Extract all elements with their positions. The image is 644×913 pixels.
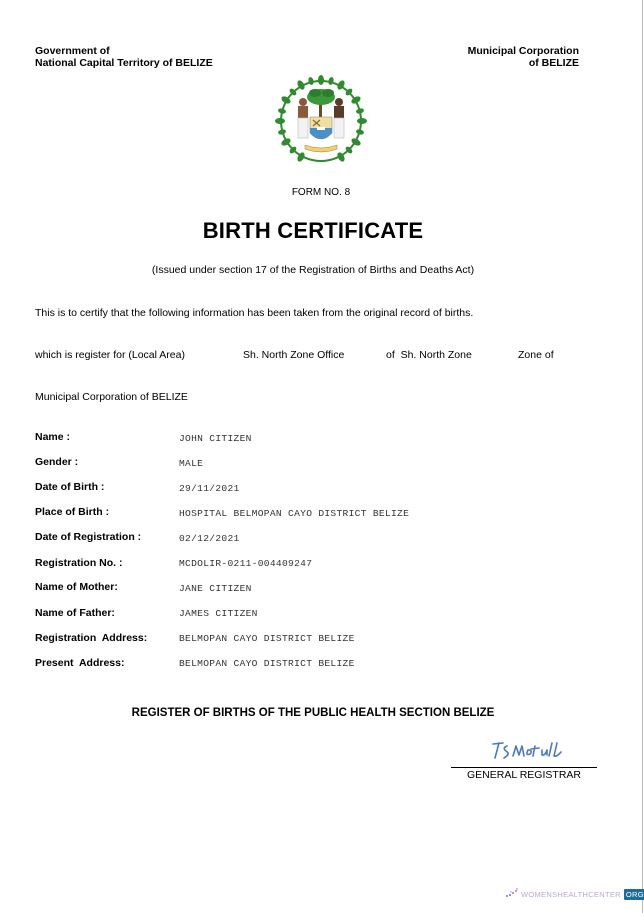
field-label-present-address: Present Address: — [35, 657, 125, 669]
header-left-line2: National Capital Territory of BELIZE — [35, 57, 213, 69]
header-left-line1: Government of — [35, 45, 110, 57]
field-label-date-of-birth: Date of Birth : — [35, 481, 105, 493]
certify-statement: This is to certify that the following information has been taken from the original record of births. — [35, 307, 474, 319]
general-registrar-label: GENERAL REGISTRAR — [467, 769, 581, 781]
field-label-father: Name of Father: — [35, 607, 115, 619]
watermark-logo — [505, 888, 644, 900]
field-value-registration-address: BELMOPAN CAYO DISTRICT BELIZE — [179, 633, 355, 644]
field-label-date-of-registration: Date of Registration : — [35, 531, 142, 543]
field-value-registration-no: MCDOLIR-0211-004409247 — [179, 558, 313, 569]
watermark-badge: ORG — [625, 889, 644, 899]
field-value-mother: JANE CITIZEN — [179, 583, 252, 594]
certificate-subtitle: (Issued under section 17 of the Registration of Births and Deaths Act) — [151, 264, 475, 276]
header-right-line1: Municipal Corporation — [467, 45, 579, 57]
field-label-place-of-birth: Place of Birth : — [35, 506, 110, 518]
field-value-date-of-registration: 02/12/2021 — [179, 533, 240, 544]
header-right-line2: of BELIZE — [528, 57, 579, 69]
municipal-corporation-text: Municipal Corporation of BELIZE — [35, 391, 188, 403]
signature-icon — [487, 738, 567, 764]
field-label-gender: Gender : — [35, 456, 79, 468]
field-value-place-of-birth: HOSPITAL BELMOPAN CAYO DISTRICT BELIZE — [179, 508, 410, 519]
field-label-registration-address: Registration Address: — [35, 632, 148, 644]
local-area-zone: of Sh. North Zone — [386, 349, 472, 361]
field-value-date-of-birth: 29/11/2021 — [179, 483, 240, 494]
field-label-registration-no: Registration No. : — [35, 557, 123, 569]
field-value-name: JOHN CITIZEN — [179, 433, 252, 444]
dots-icon — [505, 888, 519, 900]
watermark-text: WOMENSHEALTHCENTER — [521, 889, 621, 899]
local-area-office: Sh. North Zone Office — [243, 349, 345, 361]
signature-line — [451, 767, 597, 768]
field-label-name: Name : — [35, 431, 71, 443]
header-municipal — [468, 45, 579, 69]
local-area-zone-of: Zone of — [518, 349, 554, 361]
register-of-births-heading: REGISTER OF BIRTHS OF THE PUBLIC HEALTH SECTION BELIZE — [131, 707, 495, 719]
certificate-title: BIRTH CERTIFICATE — [202, 218, 424, 243]
header-government — [35, 45, 213, 69]
field-label-mother: Name of Mother: — [35, 581, 118, 593]
form-number: FORM NO. 8 — [291, 187, 351, 198]
field-value-gender: MALE — [179, 458, 204, 469]
field-value-present-address: BELMOPAN CAYO DISTRICT BELIZE — [179, 658, 355, 669]
belize-coat-of-arms-icon — [275, 75, 367, 167]
field-value-father: JAMES CITIZEN — [179, 608, 258, 619]
local-area-prefix: which is register for (Local Area) — [35, 349, 185, 361]
